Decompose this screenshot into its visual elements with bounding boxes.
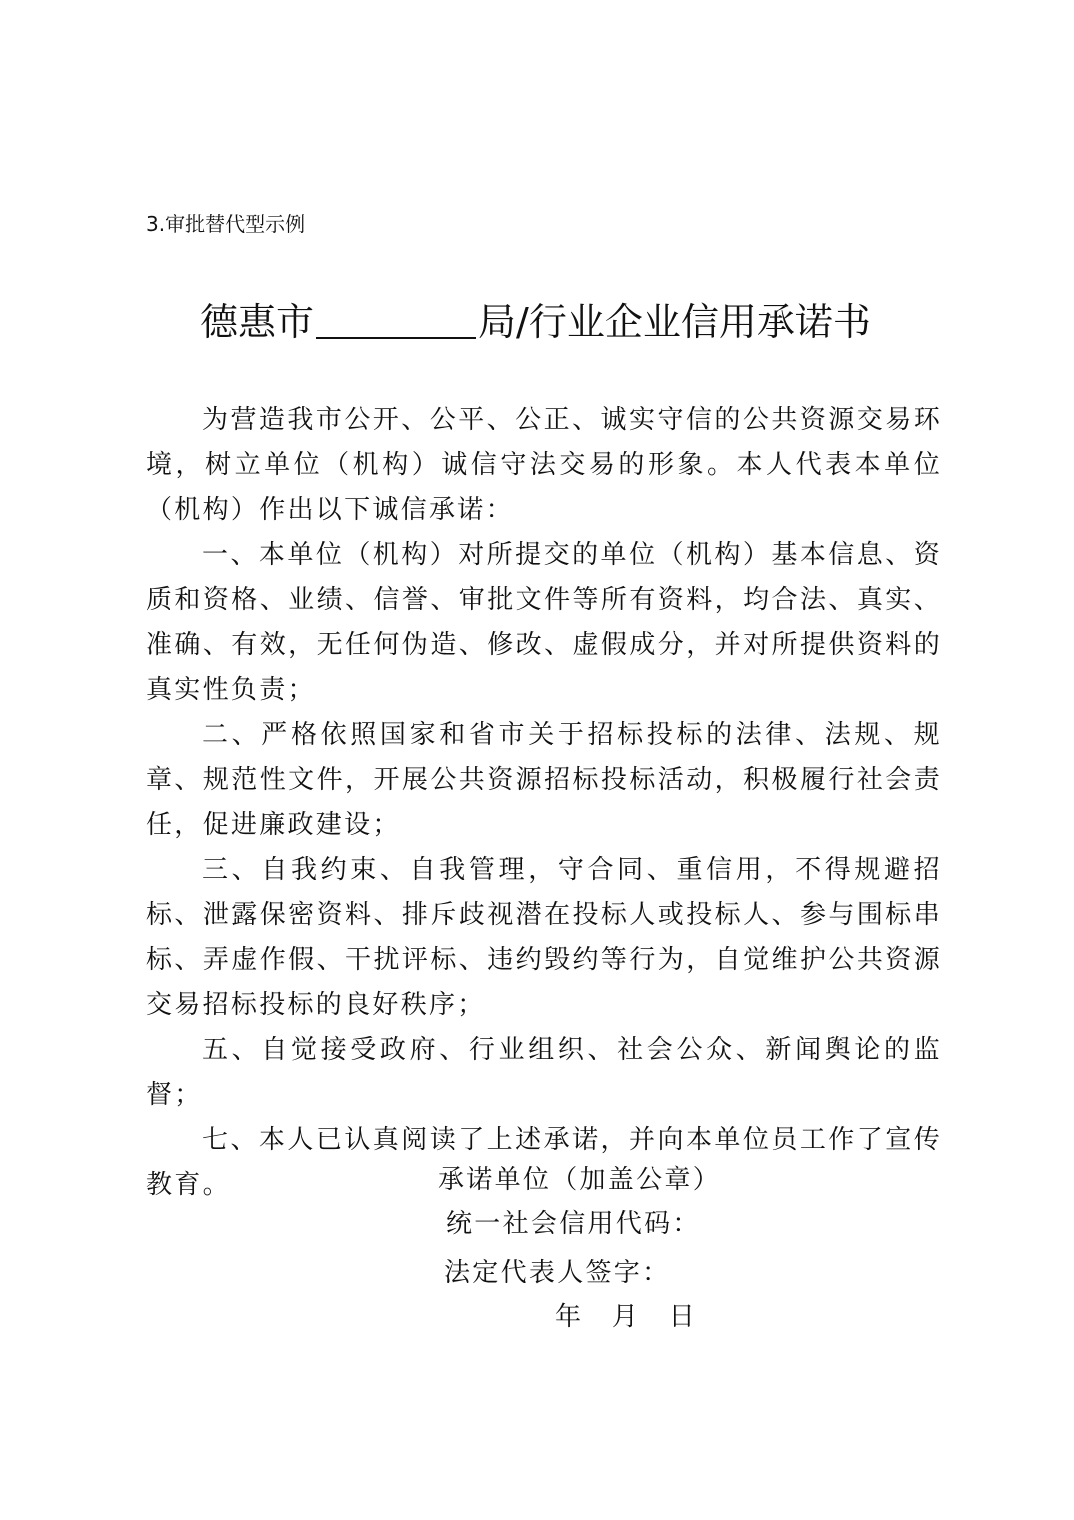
signature-credit-code: 统一社会信用代码： bbox=[446, 1209, 701, 1239]
signature-unit: 承诺单位（加盖公章） bbox=[438, 1165, 722, 1195]
commitment-item-7: 七、本人已认真阅读了上述承诺，并向本单位员工作了宣传教育。 bbox=[146, 1125, 942, 1200]
title-suffix: 局/行业企业信用承诺书 bbox=[478, 300, 871, 344]
commitment-item-3: 三、自我约束、自我管理，守合同、重信用，不得规避招标、泄露保密资料、排斥歧视潜在投标人或投标人、参与围标串标、弄虚作假、干扰评标、违约毁约等行为，自觉维护公共资源交易招标投标的良好秩序； bbox=[146, 855, 942, 1020]
document-title bbox=[200, 296, 920, 348]
intro-paragraph: 为营造我市公开、公平、公正、诚实守信的公共资源交易环境，树立单位（机构）诚信守法交易的形象。本人代表本单位（机构）作出以下诚信承诺： bbox=[146, 405, 942, 525]
commitment-item-2: 二、严格依照国家和省市关于招标投标的法律、法规、规章、规范性文件，开展公共资源招标投标活动，积极履行社会责任，促进廉政建设； bbox=[146, 720, 942, 840]
signature-legal-rep: 法定代表人签字： bbox=[444, 1258, 671, 1288]
commitment-item-1: 一、本单位（机构）对所提交的单位（机构）基本信息、资质和资格、业绩、信誉、审批文件等所有资料，均合法、真实、准确、有效，无任何伪造、修改、虚假成分，并对所提供资料的真实性负责； bbox=[146, 540, 942, 705]
commitment-body bbox=[146, 398, 942, 1208]
commitment-item-5: 五、自觉接受政府、行业组织、社会公众、新闻舆论的监督； bbox=[146, 1035, 942, 1110]
title-blank-line bbox=[316, 301, 476, 339]
title-prefix: 德惠市 bbox=[200, 300, 315, 344]
section-label: 3.审批替代型示例 bbox=[146, 212, 306, 236]
signature-date: 年 月 日 bbox=[555, 1302, 698, 1332]
